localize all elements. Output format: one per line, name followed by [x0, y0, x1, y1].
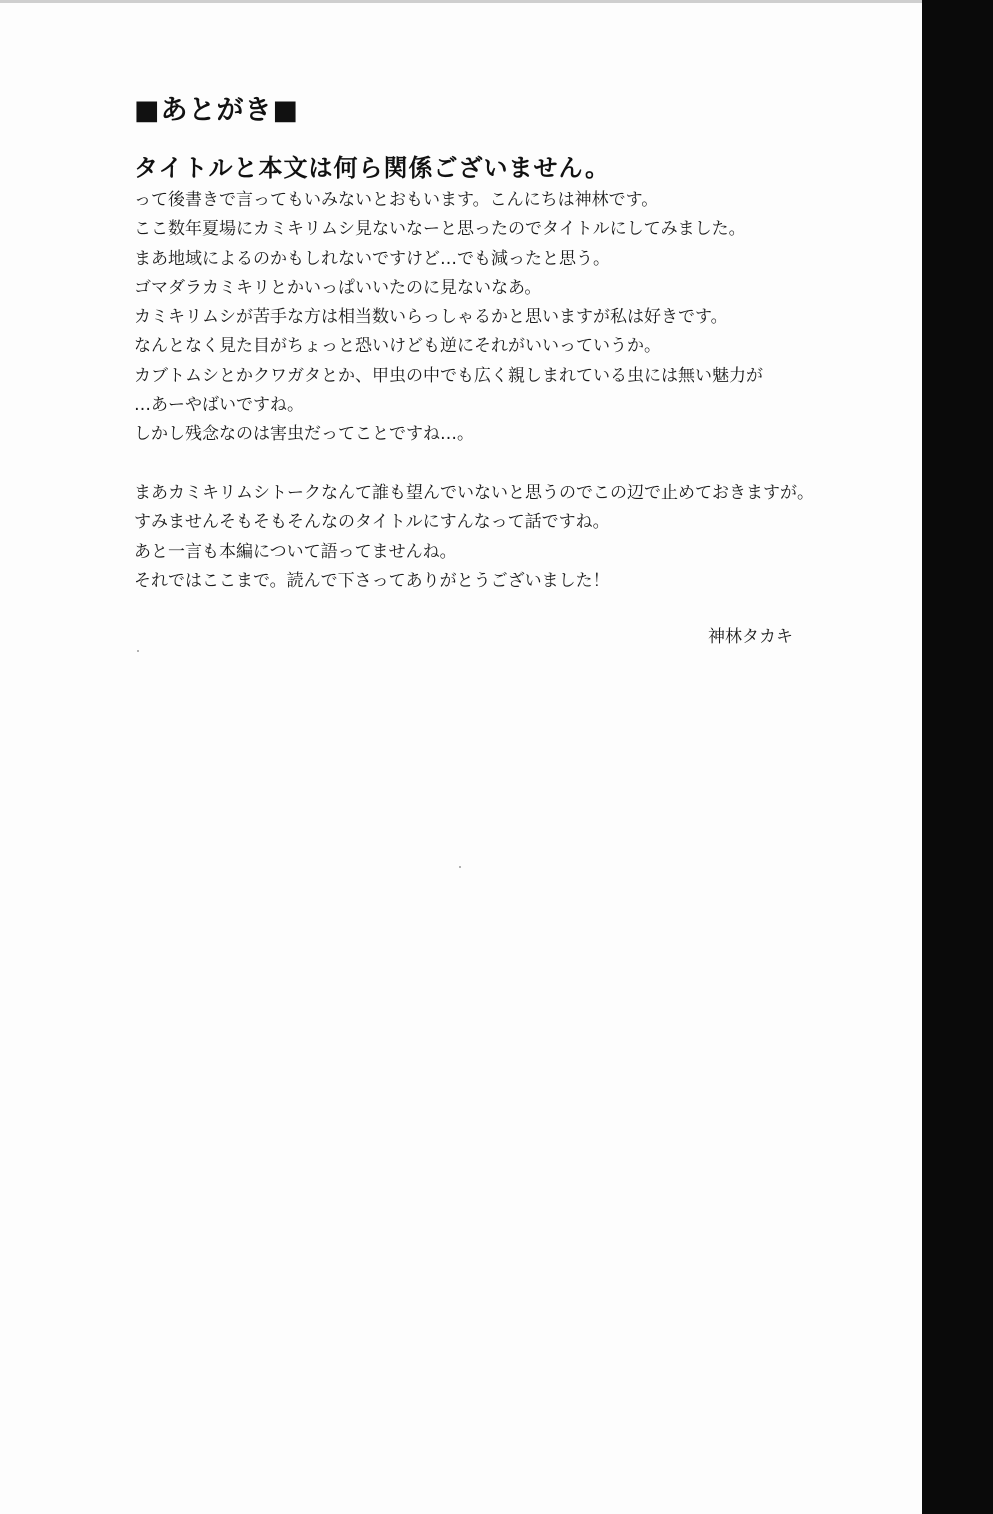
body-line: って後書きで言ってもいみないとおもいます。こんにちは神林です。: [134, 190, 659, 210]
body-line: ゴマダラカミキリとかいっぱいいたのに見ないなあ。: [134, 277, 542, 298]
afterword-title: タイトルと本文は何ら関係ございません。: [134, 154, 610, 182]
binding-edge-bar: [922, 0, 993, 1514]
body-line: すみませんそもそもそんなのタイトルにすんなって話ですね。: [134, 512, 610, 533]
author-signature: 神林タカキ: [708, 627, 793, 647]
paragraph-1: [134, 186, 763, 450]
afterword-heading: ■あとがき■: [134, 95, 300, 126]
body-line: カミキリムシが苦手な方は相当数いらっしゃるかと思いますが私は好きです。: [134, 307, 728, 328]
body-line: それではここまで。読んで下さってありがとうございました！: [134, 570, 610, 591]
body-line: まあカミキリムシトークなんて誰も望んでいないと思うのでこの辺で止めておきますが。: [134, 483, 814, 503]
body-line: カブトムシとかクワガタとか、甲虫の中でも広く親しまれている虫には無い魅力が: [134, 365, 763, 386]
paragraph-2: [134, 479, 814, 596]
body-line: まあ地域によるのかもしれないですけど…でも減ったと思う。: [134, 248, 610, 269]
body-line: なんとなく見た目がちょっと恐いけども逆にそれがいいっていうか。: [134, 336, 661, 357]
scan-speck: [459, 866, 461, 868]
page-top-edge: [0, 0, 922, 3]
body-line: …あーやばいですね。: [134, 395, 304, 416]
scan-speck: [137, 650, 139, 652]
body-line: ここ数年夏場にカミキリムシ見ないなーと思ったのでタイトルにしてみました。: [134, 219, 746, 240]
body-line: あと一言も本編について語ってませんね。: [134, 541, 457, 562]
body-line: しかし残念なのは害虫だってことですね…。: [134, 424, 474, 445]
